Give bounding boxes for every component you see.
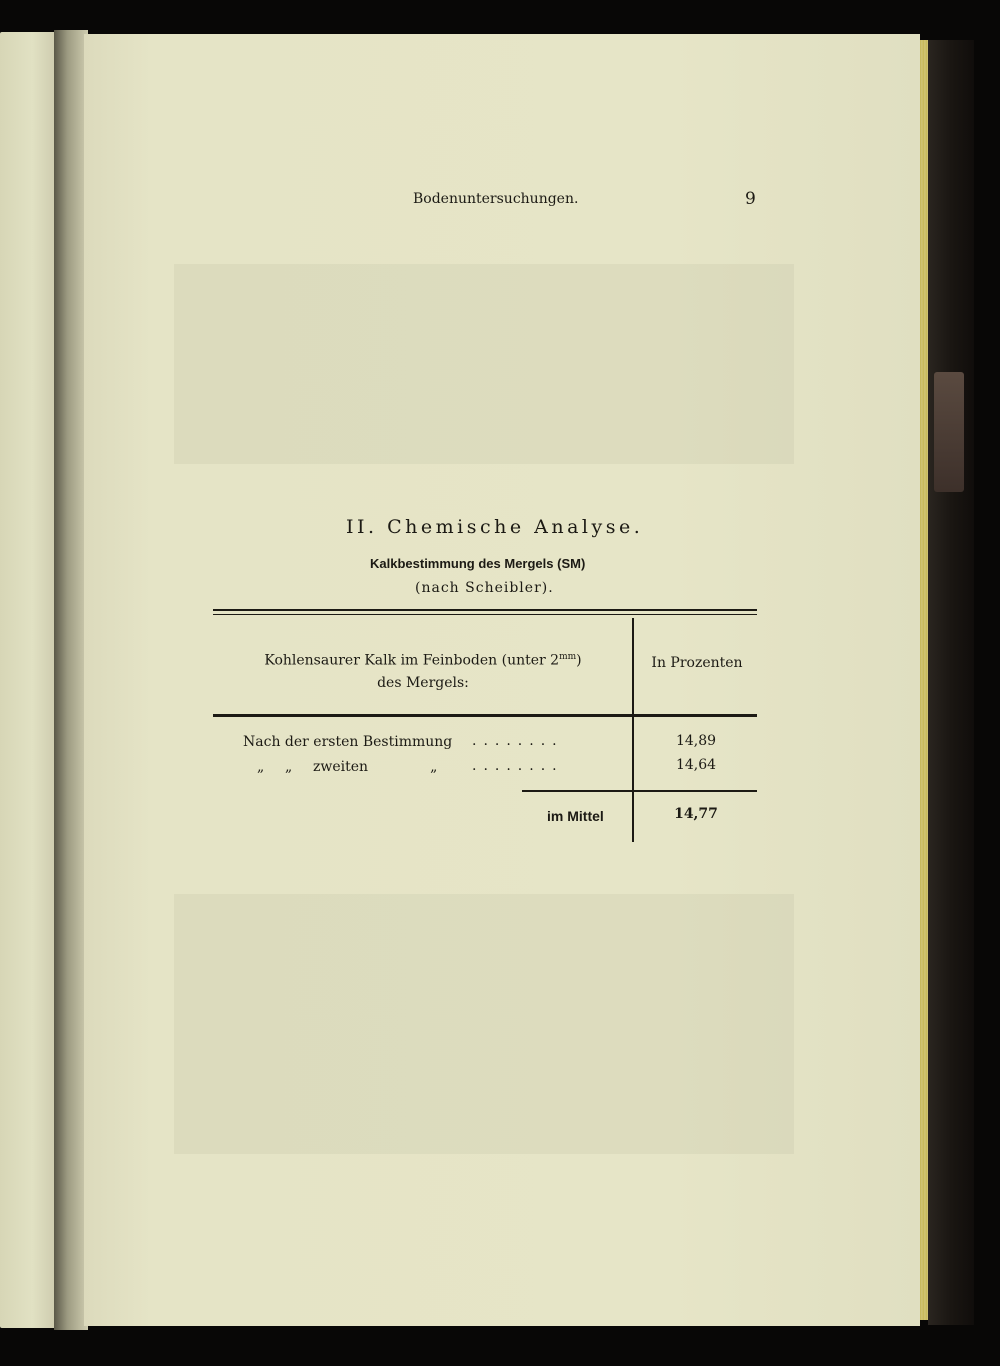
book-gutter <box>54 30 88 1330</box>
header-unit-superscript: mm <box>559 652 577 662</box>
header-description-line2: des Mergels: <box>377 674 469 691</box>
body-column-divider <box>632 717 634 842</box>
leader-dots: ........ <box>472 758 564 774</box>
header-unit: In Prozenten <box>651 655 743 671</box>
row-label: zweiten <box>313 759 369 775</box>
bleed-through <box>174 264 794 464</box>
cover-tab <box>934 372 964 492</box>
mean-label: im Mittel <box>547 808 604 824</box>
ditto-mark: „ <box>285 759 293 775</box>
mean-value: 14,77 <box>674 806 718 822</box>
header-description-prefix: Kohlensaurer Kalk im Feinboden (unter 2 <box>264 652 560 669</box>
header-description-suffix: ) <box>576 652 582 669</box>
ditto-mark: „ <box>257 759 265 775</box>
book-cover <box>928 40 974 1325</box>
running-head: Bodenuntersuchungen. <box>413 191 579 207</box>
section-title: II. Chemische Analyse. <box>346 516 644 538</box>
table-row <box>243 734 452 750</box>
leader-dots: ........ <box>472 733 564 749</box>
bleed-through <box>174 894 794 1154</box>
page-number: 9 <box>745 189 756 209</box>
table-row <box>257 759 430 775</box>
previous-page-edge <box>0 32 54 1328</box>
table-top-rule <box>213 609 757 611</box>
row-value: 14,64 <box>675 757 717 773</box>
sum-rule <box>522 790 757 792</box>
row-value: 14,89 <box>675 733 717 749</box>
method-note: (nach Scheibler). <box>415 580 554 596</box>
table-subtitle: Kalkbestimmung des Mergels (SM) <box>370 556 586 571</box>
header-description <box>213 646 633 694</box>
header-bottom-rule <box>213 714 757 717</box>
row-label: Nach der ersten Bestimmung <box>243 734 453 750</box>
table-top-rule-thin <box>213 614 757 615</box>
